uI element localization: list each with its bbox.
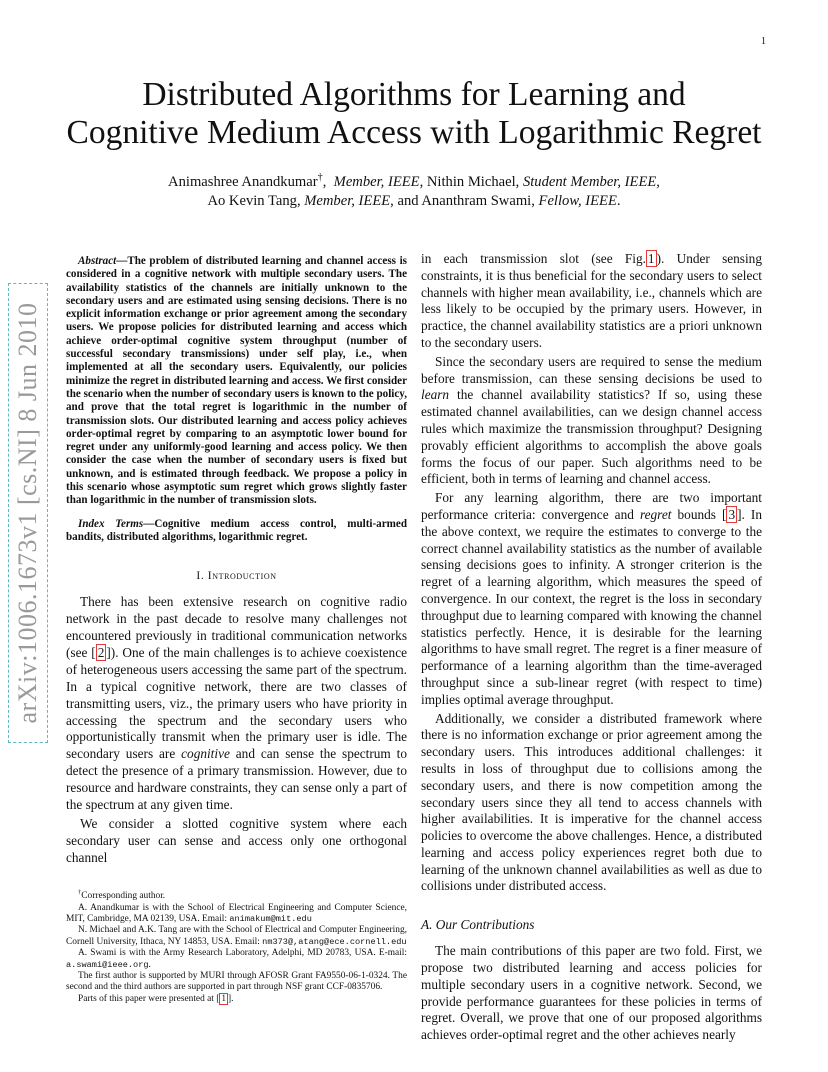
abstract-text: —The problem of distributed learning and channel access is considered in a cognitive network with multiple secondary users. The availability statistics of the channels are initially unknown to the secondary users and are estimated using sensing decisions. There is no explicit information exchange or prior agreement among the secondary users. We propose policies for distributed learning and access which achieve order-optimal cognitive system throughput (number of successful secondary transmissions) under self play, i.e., when implemented at all the secondary users. Equivalently, our policies minimize the regret in distributed learning and access. We first consider the scenario when the number of secondary users is known to the policy, and prove that the total regret is logarithmic in the number of transmission slots. Our distributed learning and access policy achieves order-optimal regret by comparing to an asymptotic lower bound for regret under any uniformly-good learning and access policy. We then consider the case when the number of secondary users is fixed but unknown, and is estimated through feedback. We propose a policy in this scenario whose asymptotic sum regret which grows slightly faster than logarithmic in the number of transmission slots.: [66, 255, 407, 507]
footnotes: [66, 887, 407, 1005]
subsection-heading: [421, 917, 762, 933]
footnote-text: .: [148, 959, 151, 970]
intro-paragraph-1: [66, 594, 407, 814]
right-column: [421, 251, 762, 1044]
page-number: 1: [761, 36, 766, 47]
footnote-text: A. Swami is with the Army Research Laboratory, Adelphi, MD 20783, USA. E-mail:: [78, 948, 407, 959]
footnote-mark: †: [78, 889, 82, 896]
author-name: Nithin Michael: [426, 173, 516, 190]
paper-title: [40, 76, 788, 152]
email: nm373@,atang@ece.cornell.edu: [262, 936, 407, 947]
section-heading: [66, 570, 407, 582]
footnote-presented: [66, 994, 407, 1005]
citation-number[interactable]: 2: [97, 644, 105, 660]
footnote-text: ].: [228, 993, 234, 1004]
footnote-funding: The first author is supported by MURI through AFOSR Grant FA9550-06-1-0324. The second and the third authors are supported in part through NSF grant CCF-0835706.: [66, 970, 407, 993]
footnote-text: Corresponding author.: [81, 891, 166, 902]
intro-paragraph-2: We consider a slotted cognitive system where each secondary user can sense and access only one orthogonal channel: [66, 816, 407, 865]
text-run: in each transmission slot (see Fig.: [421, 251, 646, 266]
footnote-author-4: [66, 948, 407, 971]
intro-paragraph-5: Additionally, we consider a distributed framework where there is no information exchange or prior agreement among the secondary users. This introduces additional challenges: it results in loss of throughput due to collisions among the secondary users, and there is now competition among the secondary users since they all tend to access channels with higher availabilities. It is imperative for the channel access policies to overcome the above challenges. Hence, a distributed learning and access policy experiences regret both due to learning of the unknown channel availabilities as well as due to collisions under distributed access.: [421, 710, 762, 894]
text-run: ]. In the above context, we require the estimates to converge to the correct channel availability statistics as the number of available sensing decisions goes to infinity. A stronger criterion is the regret of a learning algorithm, which measures the speed of convergence. In our context, the regret is the loss in secondary throughput due to learning compared with knowing the channel statistics perfectly. Hence, it is desirable for the learning algorithms to have small regret. The regret is a finer measure of performance of a learning algorithm than the time-averaged throughput since a sub-linear regret (with respect to time) implies optimal average throughput.: [421, 506, 762, 707]
author-name: Ananthram Swami: [421, 192, 532, 209]
author-name: Ao Kevin Tang: [207, 192, 297, 209]
citation-number[interactable]: 3: [728, 506, 736, 522]
contributions-paragraph: The main contributions of this paper are two fold. First, we propose two distributed learning and access policies for multiple secondary users in a cognitive network. Second, we provide performance guarantees for these policies in terms of regret. Overall, we prove that one of our proposed algorithms achieves order-optimal regret and the other achieves nearly: [421, 943, 762, 1043]
citation-link[interactable]: [219, 993, 228, 1005]
corresponding-mark: †: [317, 172, 323, 183]
footnote-text: Parts of this paper were presented at [: [78, 993, 220, 1004]
left-column: [66, 255, 407, 867]
citation-link[interactable]: [726, 506, 737, 523]
title-line-1: Distributed Algorithms for Learning and: [142, 76, 686, 113]
figure-number[interactable]: 1: [647, 251, 655, 266]
text-run: bounds [: [671, 506, 727, 522]
footnote-author-2: [66, 925, 407, 948]
text-run: For any learning algorithm, there are two important performance criteria: convergence and: [421, 490, 762, 522]
index-terms-text: —Cognitive medium access control, multi-armed bandits, distributed algorithms, logarithmic regret.: [66, 517, 407, 543]
section-number: I.: [196, 570, 205, 583]
author-role: Fellow, IEEE: [538, 192, 617, 209]
index-terms: [66, 518, 407, 545]
text-run: Since the secondary users are required to sense the medium before transmission, can these sensing decisions be used to: [421, 353, 762, 386]
author-list: Animashree Anandkumar†, Member, IEEE, Nithin Michael, Student Member, IEEE, Ao Kevin Tang, Member, IEEE, and Ananthram Swami, Fellow, IEEE.: [168, 172, 660, 209]
footnote-corresponding: [66, 887, 407, 903]
footnote-text: N. Michael and A.K. Tang are with the School of Electrical and Computer Engineering, Cornell University, Ithaca, NY 14853, USA. Email:: [66, 925, 407, 947]
citation-number[interactable]: 1: [221, 993, 227, 1004]
author-role: Student Member, IEEE: [522, 173, 657, 190]
subsection-label: A.: [421, 917, 433, 933]
figure-link[interactable]: [646, 250, 657, 267]
emphasis: learn: [421, 387, 450, 403]
author-role: Member, IEEE: [333, 173, 420, 190]
email: animakum@mit.edu: [229, 913, 312, 924]
section-title: Introduction: [207, 570, 277, 583]
title-line-2: Cognitive Medium Access with Logarithmic Regret: [66, 114, 762, 151]
arxiv-stamp-text: arXiv:1006.1673v1 [cs.NI] 8 Jun 2010: [13, 302, 42, 724]
author-role: Member, IEEE: [304, 192, 391, 209]
abstract-label: Abstract: [78, 255, 117, 267]
citation-link[interactable]: [ 2 ]: [91, 644, 111, 660]
intro-paragraph-2-cont: [421, 251, 762, 352]
emphasis: regret: [639, 506, 672, 522]
text-run: There has been extensive research on cognitive radio network in the past decade to resolve many challenges not encountered previously in traditional communication networks (see: [66, 594, 407, 660]
footnote-text: A. Anandkumar is with the School of Electrical Engineering and Computer Science, MIT, Cambridge, MA 02139, USA. Email:: [66, 902, 407, 924]
author-name: Animashree Anandkumar: [168, 173, 318, 190]
subsection-title: Our Contributions: [435, 917, 535, 933]
text-run: ). One of the main challenges is to achieve coexistence of heterogeneous users accessing the same part of the spectrum. In a typical cognitive network, there are two classes of transmitting users, viz., the primary users who have priority in accessing the spectrum and the secondary users who opportunistically transmit when the primary user is idle. The secondary users are: [66, 644, 407, 762]
text-run: the channel availability statistics? If so, using these estimated channel availabilities, can we design channel access rules which maximize the transmission throughput? Designing provably efficient algorithms to accomplish the above goals forms the focus of our paper. Such algorithms need to be efficient, both in terms of learning and channel access.: [421, 387, 762, 487]
email: a.swami@ieee.org: [66, 959, 149, 970]
emphasis: cognitive: [181, 746, 230, 762]
intro-paragraph-3: [421, 354, 762, 488]
intro-paragraph-4: [421, 490, 762, 708]
text-run: and can sense the spectrum to detect the presence of a primary transmission. However, due to resource and hardware constraints, they can sense only a part of the spectrum at any given time.: [66, 746, 407, 813]
index-terms-label: Index Terms: [78, 517, 144, 530]
footnote-author-1: [66, 903, 407, 926]
abstract: [66, 255, 407, 508]
text-run: ). Under sensing constraints, it is thus beneficial for the secondary users to select channels with higher mean availability, i.e., channels which are less likely to be occupied by the primary users. However, in practice, the channel availability statistics are a priori unknown to the secondary users.: [421, 251, 762, 350]
arxiv-stamp[interactable]: [8, 283, 48, 743]
